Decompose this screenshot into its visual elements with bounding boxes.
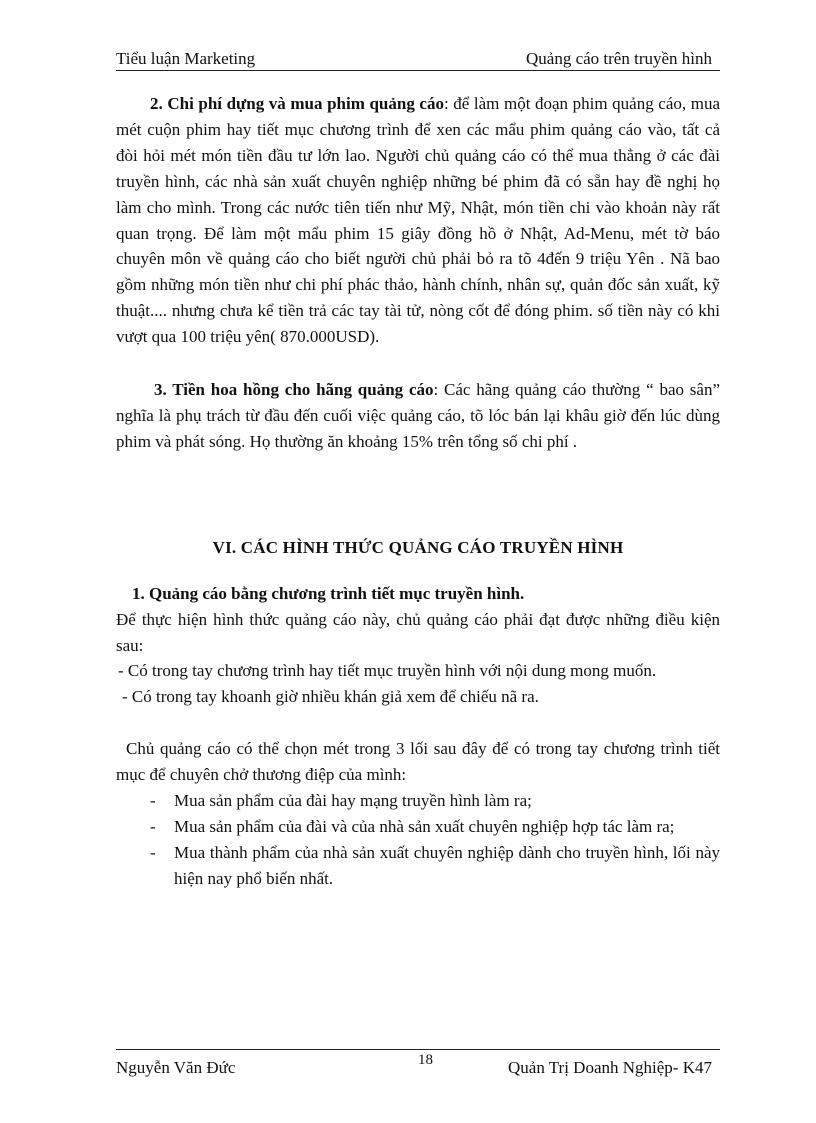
header-document-type: Tiểu luận Marketing <box>116 49 256 68</box>
condition-item: - Có trong tay khoanh giờ nhiều khán giả xem để chiếu nã ra. <box>122 687 539 707</box>
page-footer <box>116 1049 720 1080</box>
list-item-text: Mua thành phẩm của nhà sản xuất chuyên nghiệp dành cho truyền hình, lối này hiện nay phổ biến nhất. <box>174 842 720 888</box>
bullet-dash: - <box>150 791 156 811</box>
list-item <box>116 788 720 814</box>
item-text-production-costs: : để làm một đoạn phim quảng cáo, mua mét cuộn phim hay tiết mục chương trình để xen các mẩu phim quảng cáo vào, tất cả đòi hỏi mét món tiền đầu tư lớn lao. Người chủ quảng cáo có thể mua thẳng ở các đài truyền hình, các nhà sản xuất chuyên nghiệp những bé phim đã có sẵn hay đề nghị họ làm cho mình. Trong các nước tiên tiến như Mỹ, Nhật, món tiền chi vào khoản này rất quan trọng. Để làm một mẩu phim 15 giây đồng hồ ở Nhật, Ad-Menu, mét tờ báo chuyên môn về quảng cáo cho biết người chủ phải bỏ ra tõ 4đến 9 triệu Yên . Nã bao gồm những món tiền như chi phí phác thảo, hành chính, nhân sự, quản đốc sản xuất, kỹ thuật.... nhưng chưa kể tiền trả các tay tài tử, nòng cốt để đóng phim. số tiền này có khi vượt qua 100 triệu yên( 870.000USD). <box>116 94 720 347</box>
paragraph-agency-commission <box>116 377 720 455</box>
list-item <box>116 814 720 840</box>
options-intro: Chủ quảng cáo có thể chọn mét trong 3 lối sau đây để có trong tay chương trình tiết mục để chuyên chở thương điệp của mình: <box>116 739 720 785</box>
list-item <box>116 840 720 892</box>
list-item-text: Mua sản phẩm của đài và của nhà sản xuất chuyên nghiệp hợp tác làm ra; <box>174 816 675 836</box>
bullet-dash: - <box>150 842 156 862</box>
item-text-agency-commission: : Các hãng quảng cáo thường “ bao sân” nghĩa là phụ trách từ đầu đến cuối việc quảng cáo, tõ lóc bán lại khâu giờ đến lúc dùng phim và phát sóng. Họ thường ăn khoảng 15% trên tổng số chi phí . <box>116 380 720 451</box>
section-heading: VI. CÁC HÌNH THỨC QUẢNG CÁO TRUYỀN HÌNH <box>212 537 624 557</box>
header-topic: Quảng cáo trên truyền hình <box>526 49 712 68</box>
condition-item: - Có trong tay chương trình hay tiết mục truyền hình với nội dung mong muốn. <box>118 661 657 681</box>
footer-author: Nguyễn Văn Đức <box>116 1058 236 1077</box>
list-item-text: Mua sản phẩm của đài hay mạng truyền hình làm ra; <box>174 791 532 811</box>
page-number: 18 <box>418 1052 433 1068</box>
page-body <box>116 91 720 892</box>
conditions-intro: Để thực hiện hình thức quảng cáo này, chủ quảng cáo phải đạt được những điều kiện sau: <box>116 609 720 655</box>
page-header <box>116 46 720 71</box>
bullet-dash: - <box>150 816 156 836</box>
footer-course: Quản Trị Doanh Nghiệp- K47 <box>508 1058 712 1077</box>
item-title-agency-commission: 3. Tiền hoa hồng cho hãng quảng cáo <box>154 380 434 400</box>
options-list <box>116 788 720 892</box>
subsection-heading: 1. Quảng cáo bằng chương trình tiết mục truyền hình. <box>132 583 525 603</box>
item-title-production-costs: 2. Chi phí dựng và mua phim quảng cáo <box>150 94 444 113</box>
paragraph-production-costs <box>116 91 720 350</box>
